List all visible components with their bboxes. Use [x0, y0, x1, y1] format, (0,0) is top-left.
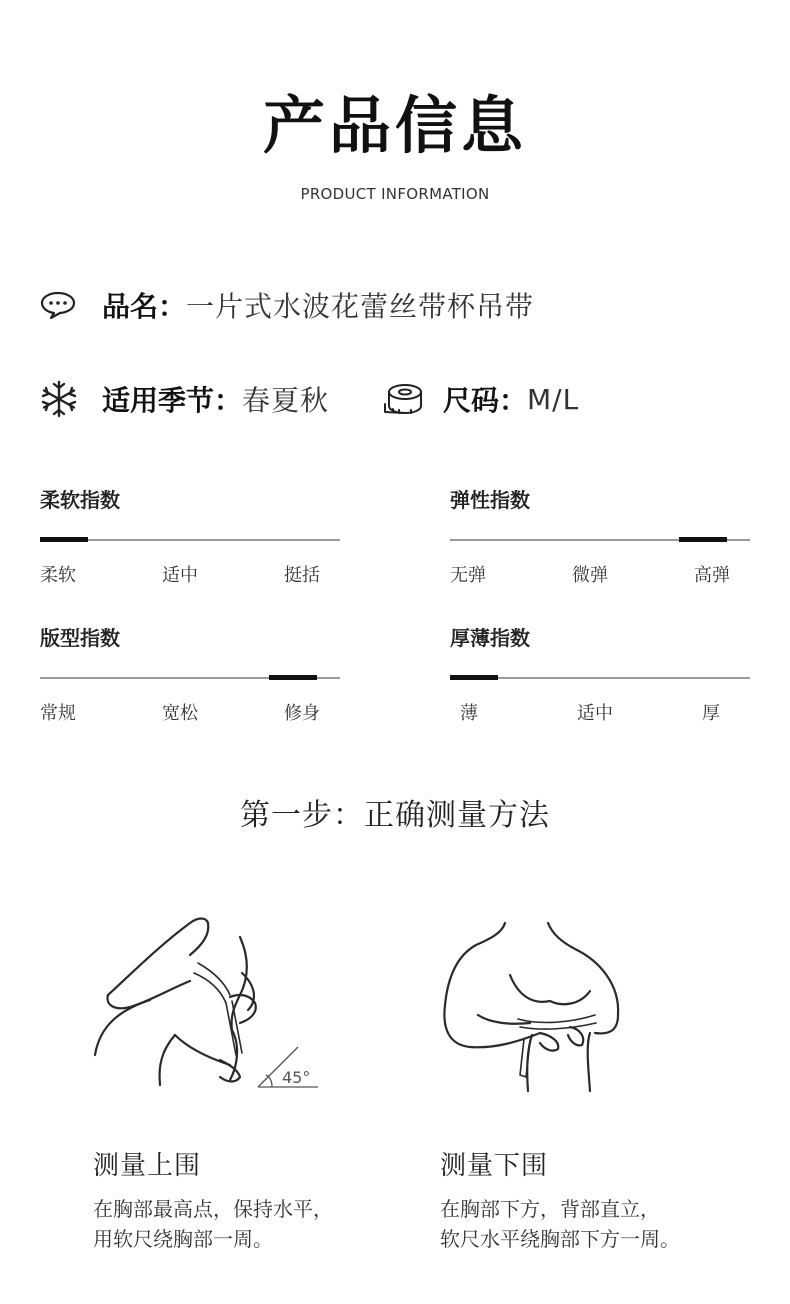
product-name-label: 品名：: [102, 290, 187, 323]
upper-measure-desc-line2: 用软尺绕胸部一周。: [93, 1227, 273, 1251]
fit-label-high: 修身: [284, 703, 320, 724]
thickness-track: [450, 677, 750, 679]
fit-label-mid: 宽松: [162, 703, 198, 724]
softness-label-high: 挺括: [284, 565, 320, 586]
speech-bubble-icon: [40, 290, 76, 320]
size-value: M/L: [527, 382, 580, 416]
season-value: 春夏秋: [242, 384, 330, 417]
softness-label-mid: 适中: [162, 565, 198, 586]
size-row: [383, 374, 579, 424]
product-name-row: [40, 280, 534, 330]
lower-measure-text: [440, 1145, 770, 1254]
thickness-level-indicator: [450, 675, 498, 680]
fit-title: 版型指数: [40, 626, 120, 650]
thickness-label-high: 厚: [702, 703, 720, 724]
thickness-title: 厚薄指数: [450, 626, 530, 650]
page-subtitle: PRODUCT INFORMATION: [300, 185, 490, 203]
fit-track: [40, 677, 340, 679]
thickness-scale: [450, 622, 750, 725]
fit-label-low: 常规: [40, 703, 76, 724]
lower-measure-desc-line2: 软尺水平绕胸部下方一周。: [440, 1227, 680, 1251]
upper-measure-title: 测量上围: [93, 1151, 202, 1181]
softness-label-low: 柔软: [40, 565, 76, 586]
elasticity-title: 弹性指数: [450, 488, 530, 512]
size-label: 尺码：: [443, 384, 528, 417]
season-row: [40, 374, 329, 424]
elasticity-label-high: 高弹: [694, 565, 730, 586]
step-title: 第一步：正确测量方法: [240, 798, 550, 833]
lower-measure-desc-line1: 在胸部下方，背部直立，: [440, 1197, 660, 1221]
softness-level-indicator: [40, 537, 88, 542]
thickness-label-low: 薄: [460, 703, 478, 724]
fit-level-indicator: [269, 675, 317, 680]
page-title: 产品信息: [262, 89, 527, 162]
softness-title: 柔软指数: [40, 488, 120, 512]
elasticity-scale: [450, 484, 750, 587]
product-name-value: 一片式水波花蕾丝带杯吊带: [186, 290, 535, 323]
upper-measure-desc-line1: 在胸部最高点，保持水平，: [93, 1197, 333, 1221]
snowflake-icon: [40, 380, 78, 418]
elasticity-level-indicator: [679, 537, 727, 542]
softness-scale: [40, 484, 340, 587]
elasticity-label-mid: 微弹: [572, 565, 608, 586]
upper-measure-illustration: [90, 915, 330, 1095]
angle-label: 45°: [282, 1068, 311, 1087]
lower-measure-title: 测量下围: [440, 1151, 549, 1181]
softness-track: [40, 539, 340, 541]
upper-measure-text: [93, 1145, 393, 1254]
fit-scale: [40, 622, 340, 725]
season-label: 适用季节：: [102, 384, 243, 417]
elasticity-track: [450, 539, 750, 541]
lower-measure-illustration: [440, 915, 640, 1095]
elasticity-label-low: 无弹: [450, 565, 486, 586]
tape-measure-icon: [383, 382, 425, 416]
thickness-label-mid: 适中: [577, 703, 613, 724]
